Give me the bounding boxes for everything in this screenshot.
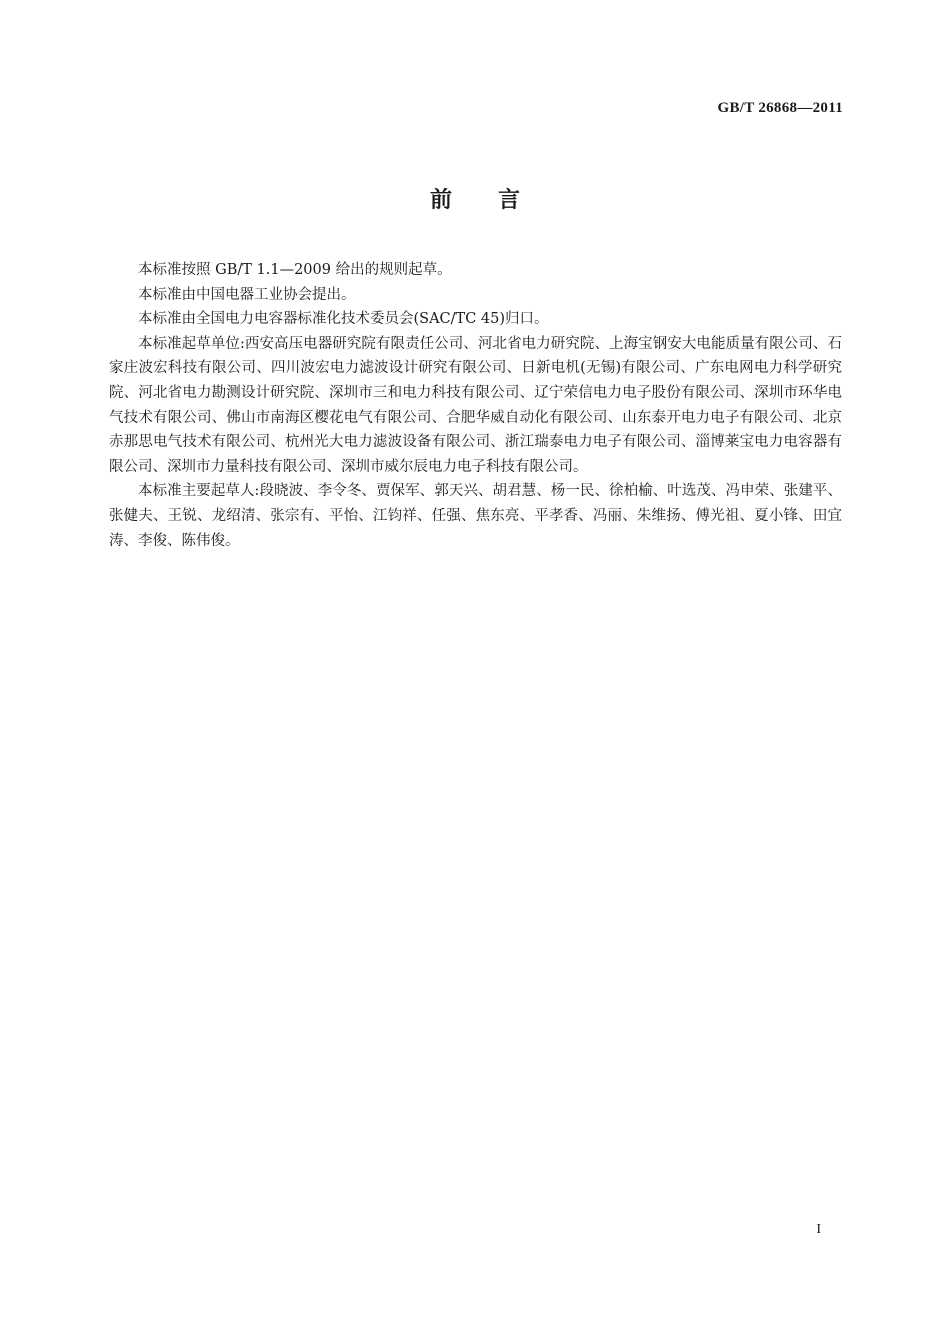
paragraph-drafters: 本标准主要起草人:段晓波、李令冬、贾保军、郭天兴、胡君慧、杨一民、徐柏榆、叶选茂、冯申荣、张建平、张健夫、王锐、龙绍清、张宗有、平怡、江钧祥、任强、焦东亮、平孝香、冯丽、朱维扬、傅光祖、夏小锋、田宜涛、李俊、陈伟俊。 bbox=[109, 483, 842, 549]
paragraph-drafting-rules: 本标准按照 GB/T 1.1—2009 给出的规则起草。 bbox=[138, 262, 452, 278]
paragraph-drafting-units: 本标准起草单位:西安高压电器研究院有限责任公司、河北省电力研究院、上海宝钢安大电能质量有限公司、石家庄波宏科技有限公司、四川波宏电力滤波设计研究有限公司、日新电机(无锡)有限公司、广东电网电力科学研究院、河北省电力勘测设计研究院、深圳市三和电力科技有限公司、辽宁荣信电力电子股份有限公司、深圳市环华电气技术有限公司、佛山市南海区樱花电气有限公司、合肥华威自动化有限公司、山东泰开电力电子有限公司、北京赤那思电气技术有限公司、杭州光大电力滤波设备有限公司、浙江瑞泰电力电子有限公司、淄博莱宝电力电容器有限公司、深圳市力量科技有限公司、深圳市威尔辰电力电子科技有限公司。 bbox=[109, 335, 842, 475]
paragraph-committee: 本标准由全国电力电容器标准化技术委员会(SAC/TC 45)归口。 bbox=[138, 311, 549, 328]
foreword-body bbox=[109, 258, 842, 553]
standard-number: GB/T 26868—2011 bbox=[717, 100, 843, 116]
page-number: I bbox=[816, 1222, 821, 1237]
paragraph-proposer: 本标准由中国电器工业协会提出。 bbox=[138, 286, 356, 303]
page-title: 前言 bbox=[429, 188, 566, 213]
